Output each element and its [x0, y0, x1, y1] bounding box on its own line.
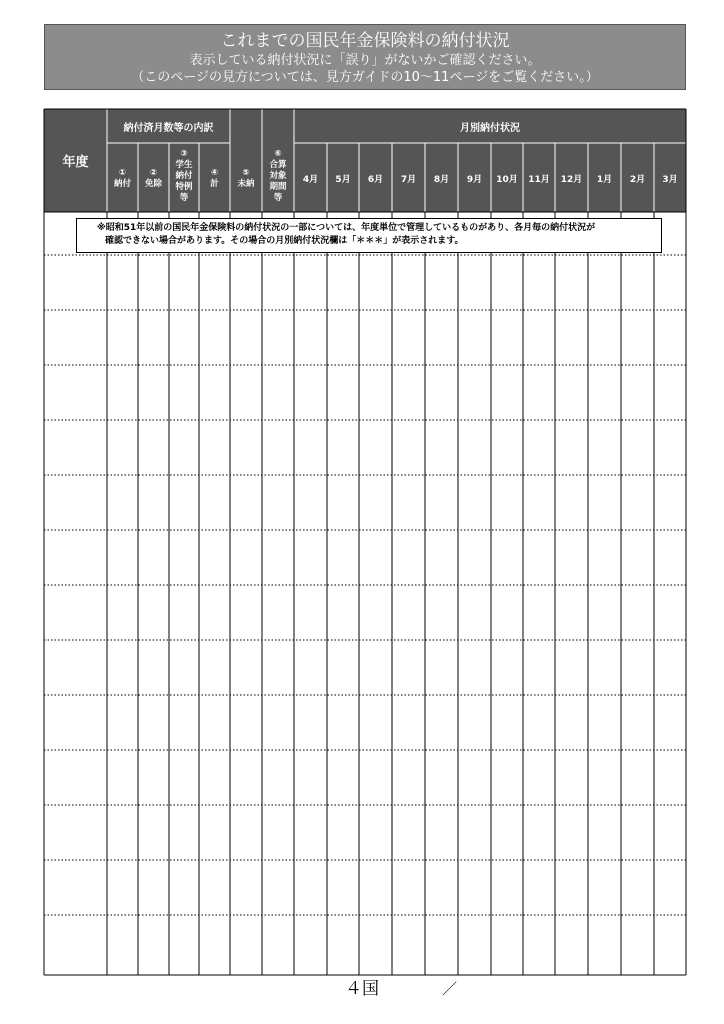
month-header-2: 5月 — [335, 175, 351, 185]
notice-line-2: 確認できない場合があります。その場合の月別納付状況欄は「＊＊＊」が表示されます。 — [105, 236, 464, 246]
month-header-6: 9月 — [466, 175, 483, 185]
month-header-4: 7月 — [400, 175, 417, 185]
column-header-c3: 学生 — [175, 160, 193, 170]
monthly-group-header: 月別納付状況 — [460, 123, 520, 134]
month-header-11: 2月 — [629, 175, 646, 185]
page-number: ４国 — [345, 979, 379, 999]
banner-instruction: 表示している納付状況に「誤り」がないかご確認ください。 — [189, 53, 541, 68]
banner-guide-note: （このページの見方については、見方ガイドの10～11ページをご覧ください。） — [131, 70, 599, 85]
month-header-1: 4月 — [302, 175, 319, 185]
column-header-c2: 免除 — [144, 179, 163, 189]
month-header-3: 6月 — [367, 175, 384, 185]
column-header-c6: 対象 — [269, 171, 287, 181]
month-header-9: 12月 — [560, 175, 583, 185]
year-column-header: 年度 — [62, 155, 89, 170]
column-header-c3: 納付 — [175, 171, 193, 181]
month-header-7: 10月 — [496, 175, 518, 185]
column-header-c4: ④ — [210, 168, 219, 178]
notice-line-1: ※昭和51年以前の国民年金保険料の納付状況の一部については、年度単位で管理しているものがあり、各月毎の納付状況が — [97, 223, 596, 233]
column-header-c3: ③ — [180, 149, 188, 159]
column-header-c2: ② — [149, 168, 158, 178]
notice-box — [76, 218, 662, 253]
page-footer — [0, 976, 724, 1006]
month-header-5: 8月 — [433, 175, 450, 185]
column-header-c3: 等 — [179, 193, 189, 203]
page-title: これまでの国民年金保険料の納付状況 — [220, 31, 510, 51]
month-header-10: 1月 — [596, 175, 613, 185]
footer-slash: ／ — [442, 980, 458, 998]
column-header-c6: 合算 — [269, 160, 287, 170]
month-header-8: 11月 — [528, 175, 550, 185]
column-header-c6: 等 — [273, 193, 283, 203]
breakdown-group-header: 納付済月数等の内訳 — [123, 123, 214, 134]
column-header-c5: 未納 — [237, 179, 255, 189]
column-header-c1: ① — [118, 168, 127, 178]
column-header-c6: 期間 — [269, 182, 287, 192]
column-header-c1: 納付 — [113, 179, 132, 189]
column-header-c4: 計 — [210, 179, 219, 189]
column-header-c6: ⑥ — [274, 149, 282, 159]
column-header-c5: ⑤ — [242, 168, 250, 178]
column-header-c3: 特例 — [175, 182, 193, 192]
month-header-12: 3月 — [662, 175, 678, 185]
